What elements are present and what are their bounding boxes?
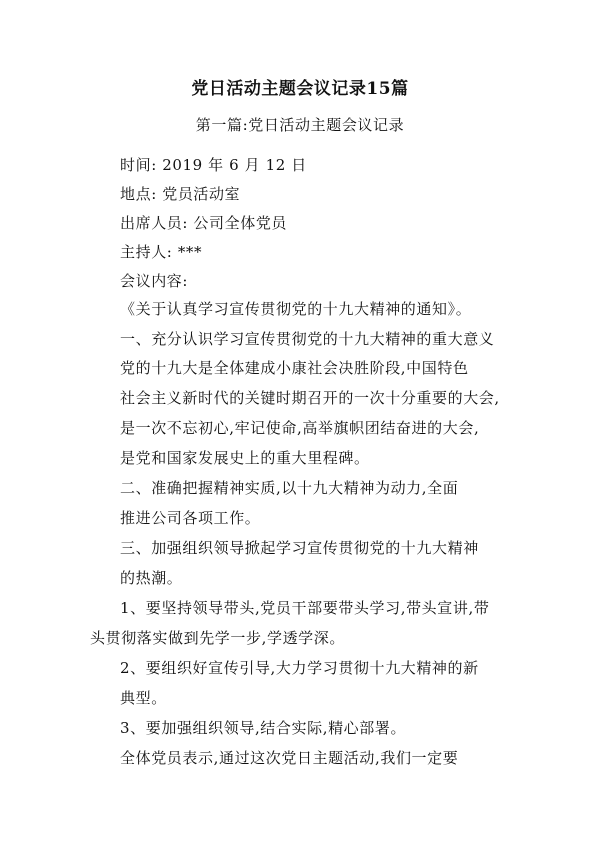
paragraph-line: 是党和国家发展史上的重大里程碑。 [120,449,370,467]
closing-line: 全体党员表示,通过这次党日主题活动,我们一定要 [120,749,459,767]
meeting-attendees: 出席人员: 公司全体党员 [120,214,288,232]
paragraph-line: 社会主义新时代的关键时期召开的一次十分重要的大会, [120,389,500,407]
item-one-continuation: 头贯彻落实做到先学一步,学透学深。 [90,629,345,647]
document-subtitle: 第一篇:党日活动主题会议记录 [195,116,405,134]
item-three-line: 3、要加强组织领导,结合实际,精心部署。 [120,719,407,737]
paragraph-line: 是一次不忘初心,牢记使命,高举旗帜团结奋进的大会, [120,419,480,437]
section-one-heading: 一、充分认识学习宣传贯彻党的十九大精神的重大意义 [120,330,495,348]
section-two-heading: 二、准确把握精神实质,以十九大精神为动力,全面 [120,479,459,497]
meeting-content-label: 会议内容: [120,272,189,290]
item-two-line: 2、要组织好宣传引导,大力学习贯彻十九大精神的新 [120,659,479,677]
meeting-host: 主持人: *** [120,243,203,261]
paragraph-line: 推进公司各项工作。 [120,509,261,527]
meeting-time: 时间: 2019 年 6 月 12 日 [120,156,307,174]
paragraph-line: 党的十九大是全体建成小康社会决胜阶段,中国特色 [120,359,469,377]
paragraph-line: 的热潮。 [120,569,183,587]
section-three-heading: 三、加强组织领导掀起学习宣传贯彻党的十九大精神 [120,539,479,557]
document-title: 党日活动主题会议记录15篇 [191,79,409,99]
item-two-continuation: 典型。 [120,689,167,707]
meeting-location: 地点: 党员活动室 [120,185,241,203]
notice-title: 《关于认真学习宣传贯彻党的十九大精神的通知》。 [120,300,472,318]
item-one-line: 1、要坚持领导带头,党员干部要带头学习,带头宣讲,带 [120,599,490,617]
